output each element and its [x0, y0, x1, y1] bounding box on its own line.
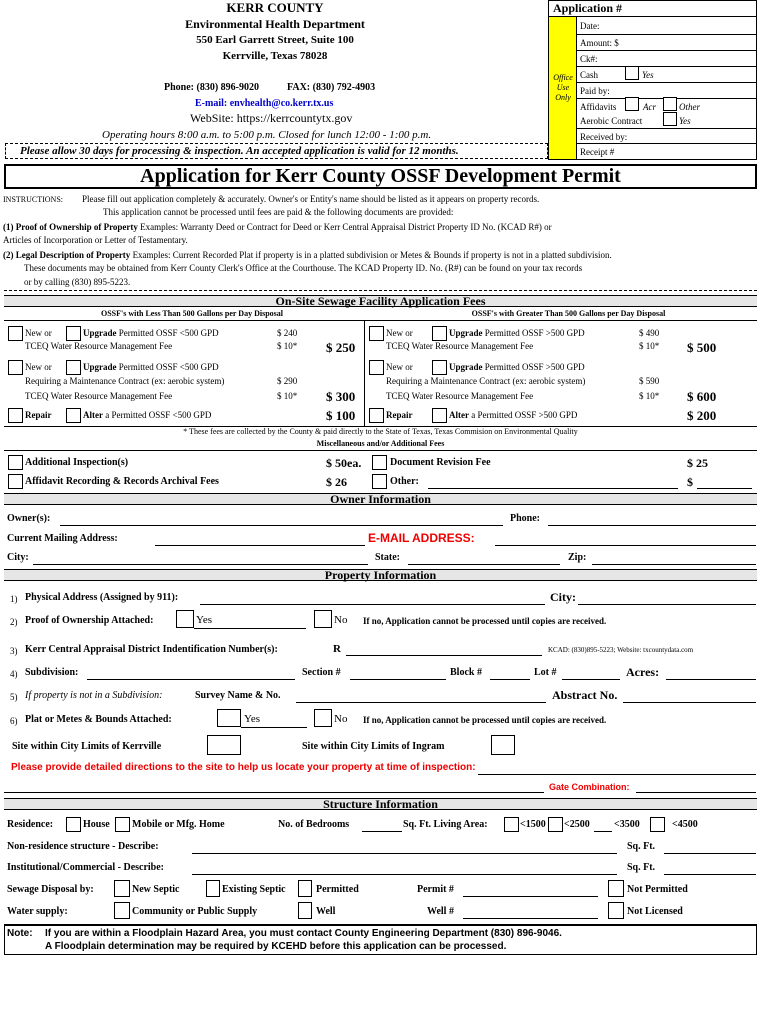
operating-hours: Operating hours 8:00 a.m. to 5:00 p.m. Closed for lunch 12:00 - 1:00 p.m.: [102, 129, 432, 141]
physical-address-input[interactable]: [200, 604, 545, 605]
email-address-label: E-MAIL ADDRESS:: [368, 531, 475, 545]
right-upgrade-checkbox[interactable]: [432, 326, 447, 341]
acres-input[interactable]: [666, 679, 756, 680]
ingram-limits-checkbox[interactable]: [491, 735, 515, 755]
application-number-label: Application #: [549, 1, 756, 17]
bedrooms-input[interactable]: [362, 831, 402, 832]
street-address: 550 Earl Garrett Street, Suite 100: [196, 34, 354, 46]
office-affidavits-checkbox[interactable]: [625, 97, 639, 111]
affidavit-checkbox[interactable]: [8, 474, 23, 489]
office-acr-checkbox[interactable]: [663, 97, 677, 111]
ownership-yes-checkbox[interactable]: [176, 610, 194, 628]
sqft-3500-checkbox[interactable]: [650, 817, 665, 832]
survey-name-input[interactable]: [296, 702, 546, 703]
left-fee-total-3: $ 100: [326, 408, 356, 423]
fees-section-bar: On-Site Sewage Facility Application Fees: [4, 295, 757, 307]
sqft-1500-checkbox[interactable]: [504, 817, 519, 832]
office-cash: Cash: [580, 70, 598, 80]
instructions-line1: Please fill out application completely & accurately. Owner's or Entity's name should be listed as it appears on property records.: [82, 194, 540, 204]
fees-left-heading: OSSF's with Less Than 500 Gallons per Day Disposal: [101, 309, 283, 318]
document-revision-checkbox[interactable]: [372, 455, 387, 470]
owner-city-input[interactable]: [33, 564, 368, 565]
other-fee-checkbox[interactable]: [372, 474, 387, 489]
office-use-box: Application # Office Use Only Date: Amount: $ Ck#: Cash Yes Paid by: Affidavits Acr Other Aerobic Contract Yes Received by: Receipt #: [548, 0, 757, 160]
right-upgrade2-checkbox[interactable]: [432, 360, 447, 375]
gate-combination-input[interactable]: [636, 792, 756, 793]
lot-input[interactable]: [562, 679, 620, 680]
plat-yes-checkbox[interactable]: [217, 709, 241, 727]
other-fee-input[interactable]: [428, 488, 678, 489]
nonres-describe-input[interactable]: [192, 853, 617, 854]
permit-number-input[interactable]: [463, 896, 598, 897]
owner-state-input[interactable]: [408, 564, 560, 565]
block-input[interactable]: [490, 679, 530, 680]
left-upgrade2-checkbox[interactable]: [66, 360, 81, 375]
processing-notice: Please allow 30 days for processing & inspection. An accepted application is valid for 12 months.: [5, 143, 548, 159]
right-alter-checkbox[interactable]: [432, 408, 447, 423]
office-received: Received by:: [580, 132, 628, 142]
misc-fees-heading: Miscellaneous and/or Additional Fees: [316, 439, 445, 448]
not-permitted-checkbox[interactable]: [608, 880, 624, 897]
right-fee-total-1: $ 500: [687, 340, 717, 355]
county-name: KERR COUNTY: [226, 0, 324, 15]
instructions-line2: This application cannot be processed until fees are paid & the following documents are provided:: [103, 207, 454, 217]
abstract-input[interactable]: [623, 702, 756, 703]
directions-input[interactable]: [478, 774, 756, 775]
fees-right-heading: OSSF's with Greater Than 500 Gallons per Day Disposal: [471, 309, 666, 318]
sqft-2500-checkbox[interactable]: [548, 817, 563, 832]
city-address: Kerrville, Texas 78028: [222, 50, 328, 62]
right-new-checkbox[interactable]: [369, 326, 384, 341]
institutional-sqft-input[interactable]: [664, 874, 756, 875]
office-amount: Amount: $: [580, 38, 619, 48]
office-use-strip: Office Use Only: [549, 17, 577, 159]
office-date: Date:: [580, 21, 600, 31]
property-city-input[interactable]: [578, 604, 756, 605]
instructions-item2b: These documents may be obtained from Kerr County Clerk's Office at the Courthouse. The KCAD Property ID. No. (R#) can be found on your tax records: [24, 263, 583, 273]
owner-phone-input[interactable]: [548, 525, 756, 526]
kerrville-limits-checkbox[interactable]: [207, 735, 241, 755]
right-new2-checkbox[interactable]: [369, 360, 384, 375]
nonres-sqft-input[interactable]: [664, 853, 756, 854]
fees-footnote: * These fees are collected by the County & paid directly to the State of Texas, Texas Commision on Environmental Quality: [183, 427, 578, 436]
well-number-input[interactable]: [463, 918, 598, 919]
phone-number: Phone: (830) 896-9020: [164, 82, 259, 93]
instructions-item2c: or by calling (830) 895-5223.: [24, 277, 131, 287]
left-new2-checkbox[interactable]: [8, 360, 23, 375]
right-fee-total-2: $ 600: [687, 389, 717, 404]
owners-input[interactable]: [60, 525, 503, 526]
ownership-no-checkbox[interactable]: [314, 610, 332, 628]
left-upgrade-checkbox[interactable]: [66, 326, 81, 341]
owner-section-bar: Owner Information: [4, 493, 757, 505]
house-checkbox[interactable]: [66, 817, 81, 832]
right-fee-total-3: $ 200: [687, 408, 717, 423]
office-paid-by: Paid by:: [580, 86, 610, 96]
structure-section-bar: Structure Information: [4, 798, 757, 810]
fax-number: FAX: (830) 792-4903: [287, 82, 376, 93]
property-section-bar: Property Information: [4, 569, 757, 581]
additional-inspection-checkbox[interactable]: [8, 455, 23, 470]
right-repair-checkbox[interactable]: [369, 408, 384, 423]
owner-email-input[interactable]: [495, 545, 756, 546]
owner-zip-input[interactable]: [592, 564, 756, 565]
left-fee-total-1: $ 250: [326, 340, 356, 355]
page-title: Application for Kerr County OSSF Development Permit: [4, 164, 757, 189]
office-ck: Ck#:: [580, 54, 598, 64]
instructions-item1: (1) Proof of Ownership of Property Examples: Warranty Deed or Contract for Deed or Kerr Central Appraisal District Property ID No. (KCAD R#) or: [3, 222, 552, 232]
directions-label: Please provide detailed directions to the site to help us locate your property at time of inspection:: [11, 762, 476, 773]
plat-no-checkbox[interactable]: [314, 709, 332, 727]
well-checkbox[interactable]: [298, 902, 312, 919]
new-septic-checkbox[interactable]: [114, 880, 130, 897]
community-water-checkbox[interactable]: [114, 902, 130, 919]
office-aerobic-checkbox[interactable]: [663, 112, 677, 126]
mobile-home-checkbox[interactable]: [115, 817, 130, 832]
office-cash-checkbox[interactable]: [625, 66, 639, 80]
permitted-checkbox[interactable]: [298, 880, 312, 897]
instructions-item2: (2) Legal Description of Property Examples: Current Recorded Plat if property is in a platted subdivision or Metes & Bounds if property is not in a platted subdivision.: [3, 250, 612, 260]
left-new-checkbox[interactable]: [8, 326, 23, 341]
office-receipt: Receipt #: [580, 147, 615, 157]
instructions-item1b: Articles of Incorporation or Letter of Testamentary.: [3, 235, 188, 245]
section-input[interactable]: [350, 679, 446, 680]
left-alter-checkbox[interactable]: [66, 408, 81, 423]
instructions-label: INSTRUCTIONS:: [3, 195, 64, 204]
mailing-address-input[interactable]: [155, 545, 365, 546]
left-repair-checkbox[interactable]: [8, 408, 23, 423]
left-fee-total-2: $ 300: [326, 389, 356, 404]
institutional-describe-input[interactable]: [192, 874, 617, 875]
subdivision-input[interactable]: [87, 679, 295, 680]
email-link[interactable]: E-mail: envhealth@co.kerr.tx.us: [195, 98, 334, 109]
not-licensed-checkbox[interactable]: [608, 902, 624, 919]
gate-combination-label: Gate Combination:: [549, 782, 630, 792]
office-affidavits: Affidavits: [580, 102, 617, 112]
floodplain-note: Note: If you are within a Floodplain Hazard Area, you must contact County Engineering Department (830) 896-9046. A Floodplain determination may be required by KCEHD before this application can be processed.: [4, 924, 757, 955]
website-link[interactable]: WebSite: https://kerrcountytx.gov: [190, 111, 353, 125]
existing-septic-checkbox[interactable]: [206, 880, 220, 897]
office-aerobic: Aerobic Contract: [580, 116, 643, 126]
department-name: Environmental Health Department: [185, 17, 365, 31]
kcad-number-input[interactable]: [346, 655, 542, 656]
